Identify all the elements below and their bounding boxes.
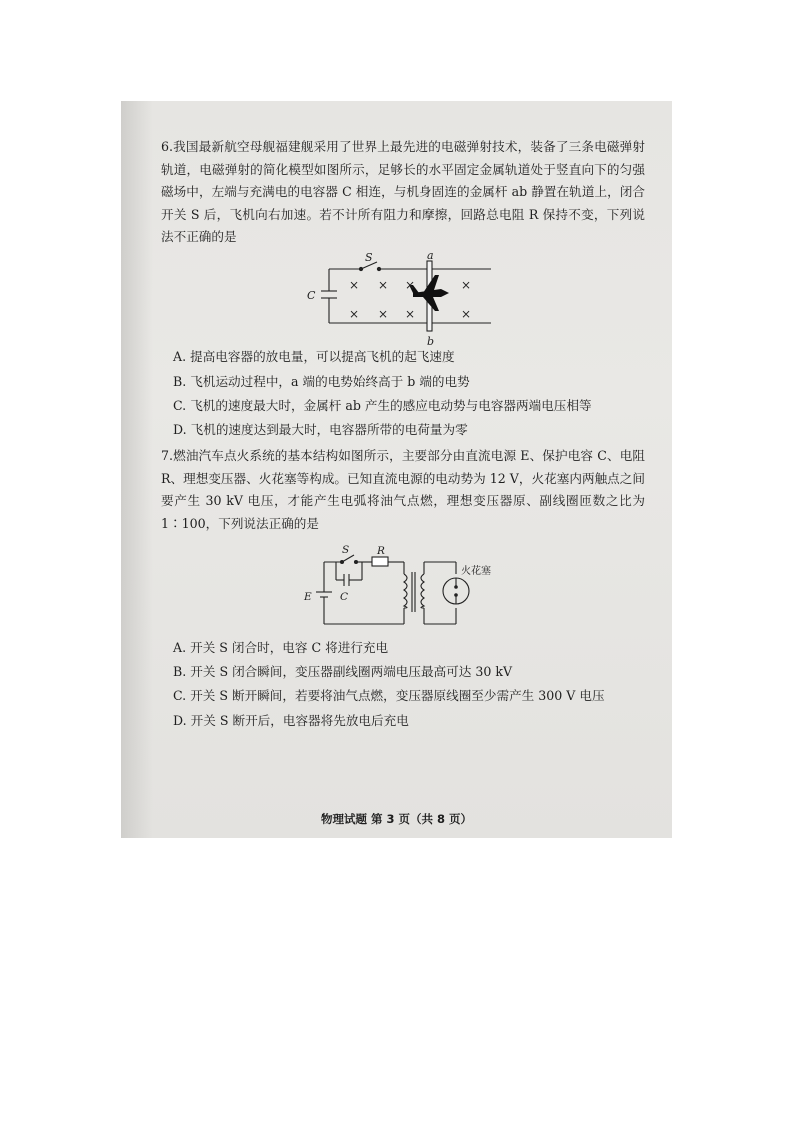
page-footer: 物理试题 第 3 页（共 8 页） <box>320 812 473 826</box>
q6-option-b: B. 飞机运动过程中，a 端的电势始终高于 b 端的电势 <box>173 374 470 389</box>
question-6-stem: 6.我国最新航空母舰福建舰采用了世界上最先进的电磁弹射技术，装备了三条电磁弹射轨道，电磁弹射的简化模型如图所示，足够长的水平固定金属轨道处于竖直向下的匀强磁场中，左端与充满电的电容器 C 相连，与机身固连的金属杆 ab 静置在轨道上，闭合开关 S 后，飞机向右加速。若不计所有阻力和摩擦，回路总电阻 R 保持不变，下列说法不正确的是 <box>161 139 645 244</box>
field-cross: × <box>378 278 389 292</box>
figure-ignition-circuit <box>296 544 491 639</box>
label-resistor-r: R <box>377 545 385 557</box>
q7-option-d: D. 开关 S 断开后，电容器将先放电后充电 <box>173 713 409 728</box>
field-cross: × <box>461 278 472 292</box>
q7-option-c: C. 开关 S 断开瞬间，若要将油气点燃，变压器原线圈至少需产生 300 V 电压 <box>173 688 605 703</box>
q7-option-b: B. 开关 S 闭合瞬间，变压器副线圈两端电压最高可达 30 kV <box>173 664 513 679</box>
question-7-stem: 7.燃油汽车点火系统的基本结构如图所示，主要部分由直流电源 E、保护电容 C、电阻 R、理想变压器、火花塞等构成。已知直流电源的电动势为 12 V，火花塞内两触点之间要产生 30 kV 电压，才能产生电弧将油气点燃，理想变压器原、副线圈匝数之比为 1∶100，下列说法正确的是 <box>161 448 645 531</box>
label-switch-s: S <box>365 251 373 264</box>
q6-option-c: C. 飞机的速度最大时，金属杆 ab 产生的感应电动势与电容器两端电压相等 <box>173 398 592 413</box>
label-capacitor-c: C <box>307 289 316 302</box>
field-cross: × <box>349 307 360 321</box>
label-rod-b: b <box>427 335 435 348</box>
field-cross: × <box>461 307 472 321</box>
field-cross: × <box>378 307 389 321</box>
figure-electromagnetic-catapult <box>301 251 501 347</box>
label-source-e: E <box>304 591 312 603</box>
field-cross: × <box>349 278 360 292</box>
label-rod-a: a <box>427 249 434 262</box>
label-spark-plug: 火花塞 <box>461 566 491 577</box>
q6-option-d: D. 飞机的速度达到最大时，电容器所带的电荷量为零 <box>173 422 468 437</box>
q6-option-a: A. 提高电容器的放电量，可以提高飞机的起飞速度 <box>173 349 455 364</box>
label-switch-s: S <box>342 544 350 556</box>
field-cross: × <box>405 307 416 321</box>
exam-page-photo <box>121 101 672 838</box>
field-cross: × <box>405 278 416 292</box>
q7-option-a: A. 开关 S 闭合时，电容 C 将进行充电 <box>173 640 389 655</box>
label-capacitor-c: C <box>340 591 349 603</box>
